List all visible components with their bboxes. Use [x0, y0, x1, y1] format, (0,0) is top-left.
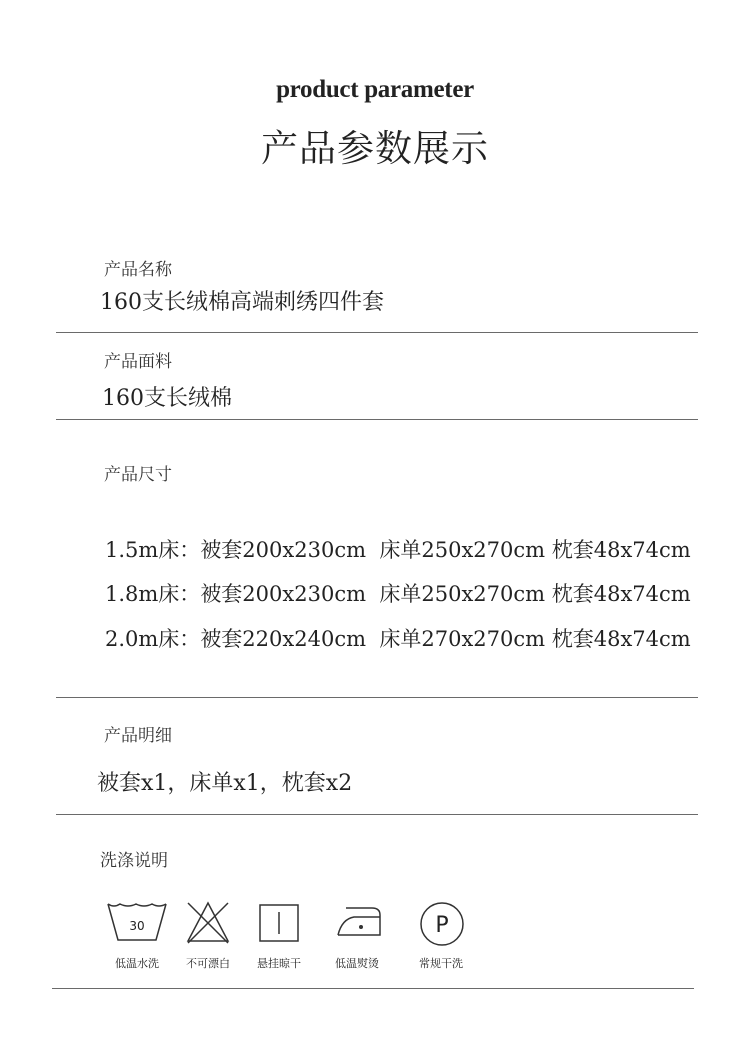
- size-row: [105, 623, 691, 653]
- dry-clean-icon: [418, 900, 466, 948]
- size-duvet: 被套220x240cm: [200, 627, 366, 651]
- size-label: 产品尺寸: [104, 465, 172, 485]
- details-value: 被套x1，床单x1，枕套x2: [97, 771, 353, 796]
- product-name-value: 160支长绒棉高端刺绣四件套: [100, 290, 384, 315]
- care-item-label: 悬挂晾干: [257, 957, 301, 970]
- size-row: [105, 578, 691, 608]
- details-label: 产品明细: [104, 726, 172, 746]
- size-bed: 2.0m床：: [105, 627, 201, 651]
- fabric-label: 产品面料: [104, 352, 172, 372]
- size-duvet: 被套200x230cm: [200, 538, 366, 562]
- divider: [56, 697, 698, 698]
- size-sheet: 床单250x270cm: [379, 538, 546, 562]
- no-bleach-icon: [184, 899, 232, 945]
- divider: [52, 988, 694, 989]
- page-subtitle: product parameter: [276, 76, 474, 103]
- size-sheet: 床单250x270cm: [379, 582, 546, 606]
- wash-temp-text: 30: [129, 919, 145, 933]
- care-label-heading: 洗涤说明: [100, 851, 168, 871]
- size-duvet: 被套200x230cm: [200, 582, 366, 606]
- hang-dry-icon: [258, 903, 300, 943]
- divider: [56, 814, 698, 815]
- size-sheet: 床单270x270cm: [379, 627, 546, 651]
- low-temp-wash-icon: [106, 900, 168, 944]
- fabric-value: 160支长绒棉: [102, 386, 232, 411]
- dry-clean-letter: P: [435, 913, 449, 938]
- size-pillow: 枕套48x74cm: [551, 538, 691, 562]
- size-pillow: 枕套48x74cm: [551, 582, 691, 606]
- care-item-label: 低温熨烫: [335, 957, 379, 970]
- divider: [56, 419, 698, 420]
- care-item-label: 不可漂白: [186, 957, 230, 970]
- size-row: [105, 534, 691, 564]
- size-pillow: 枕套48x74cm: [551, 627, 691, 651]
- product-name-label: 产品名称: [104, 260, 172, 280]
- size-bed: 1.5m床：: [105, 538, 201, 562]
- divider: [56, 332, 698, 333]
- care-item-label: 低温水洗: [115, 957, 159, 970]
- page-title: 产品参数展示: [261, 127, 489, 170]
- low-temp-iron-icon: [334, 903, 384, 939]
- care-item-label: 常规干洗: [419, 957, 463, 970]
- size-bed: 1.8m床：: [105, 582, 201, 606]
